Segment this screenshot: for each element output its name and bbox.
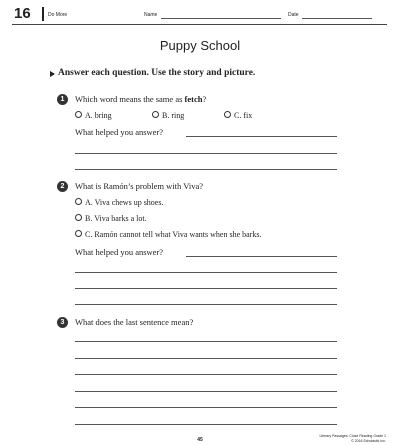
question-1-text — [75, 94, 206, 104]
question-3-text: What does the last sentence mean? — [75, 317, 194, 327]
option-label: A. Viva chews up shoes. — [85, 198, 164, 207]
answer-line[interactable] — [186, 256, 337, 257]
name-label: Name — [144, 12, 158, 18]
answer-line[interactable] — [75, 407, 337, 408]
question-number-3: 3 — [57, 317, 68, 328]
answer-line[interactable] — [75, 391, 337, 392]
credit-line: Literary Passages: Close Reading Grade 1 — [319, 434, 386, 438]
option-1b[interactable] — [152, 111, 184, 120]
page-title: Puppy School — [159, 38, 241, 53]
answer-line[interactable] — [75, 169, 337, 170]
footer-credit — [319, 434, 386, 443]
arrow-icon — [50, 71, 55, 77]
date-line[interactable] — [302, 18, 372, 19]
answer-line[interactable] — [75, 424, 337, 425]
option-2a[interactable] — [75, 198, 163, 207]
page-header — [12, 6, 387, 24]
name-line[interactable] — [161, 18, 281, 19]
answer-line[interactable] — [75, 153, 337, 154]
option-label: B. ring — [162, 111, 185, 120]
instructions: Answer each question. Use the story and picture. — [58, 68, 256, 78]
option-label: B. Viva barks a lot. — [85, 214, 147, 223]
date-label: Date — [288, 12, 299, 18]
question-1-text-end: ? — [202, 94, 207, 104]
answer-line[interactable] — [186, 136, 337, 137]
answer-line[interactable] — [75, 272, 337, 273]
answer-line[interactable] — [75, 374, 337, 375]
radio-icon[interactable] — [75, 111, 82, 118]
radio-icon[interactable] — [152, 111, 159, 118]
section-label: Do More — [48, 12, 68, 18]
question-1-keyword: fetch — [184, 94, 203, 104]
help-prompt-1: What helped you answer? — [75, 127, 164, 137]
footer-page-number: 45 — [197, 437, 203, 443]
answer-line[interactable] — [75, 358, 337, 359]
option-1a[interactable] — [75, 111, 112, 120]
header-divider — [42, 7, 44, 21]
answer-line[interactable] — [75, 304, 337, 305]
radio-icon[interactable] — [75, 230, 82, 237]
header-rule — [12, 24, 387, 25]
radio-icon[interactable] — [75, 198, 82, 205]
option-label: C. fix — [234, 111, 253, 120]
option-label: C. Ramón cannot tell what Viva wants when she barks. — [85, 230, 262, 239]
question-1-text-start: Which word means the same as — [75, 94, 185, 104]
radio-icon[interactable] — [75, 214, 82, 221]
question-number-2: 2 — [57, 181, 68, 192]
radio-icon[interactable] — [224, 111, 231, 118]
answer-line[interactable] — [75, 341, 337, 342]
copyright-line: © 2016 Scholastic Inc. — [351, 438, 386, 443]
answer-line[interactable] — [75, 288, 337, 289]
question-number-1: 1 — [57, 94, 68, 105]
option-2b[interactable] — [75, 214, 147, 223]
page-number: 16 — [14, 5, 31, 22]
option-label: A. bring — [85, 111, 112, 120]
question-2-text: What is Ramón’s problem with Viva? — [75, 181, 203, 191]
option-1c[interactable] — [224, 111, 252, 120]
option-2c[interactable] — [75, 230, 261, 239]
help-prompt-2: What helped you answer? — [75, 247, 164, 257]
